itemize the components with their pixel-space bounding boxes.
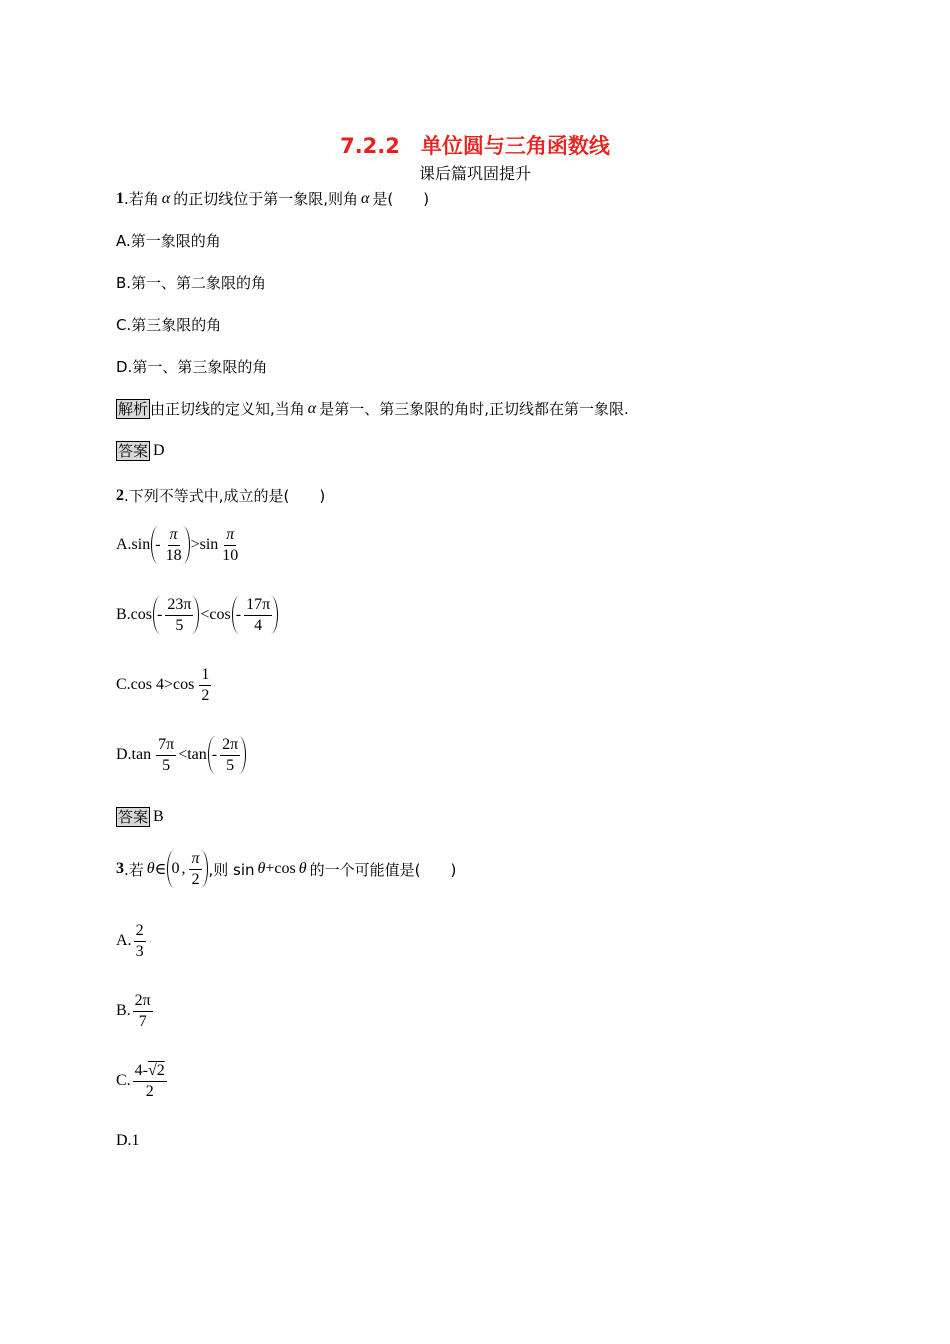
q3-option-d: D.1 [116, 1132, 140, 1149]
q3-option-a: A. $\frac{2}{3}$ [116, 922, 144, 960]
q2-option-b: B.cos - $\frac{23\pi}{5}$ <cos - $\frac{17\pi}{4}$ [116, 596, 279, 634]
answer-label: 答案 [118, 808, 149, 826]
q2-option-c: C.cos 4>cos $\frac{1}{2}$ [116, 666, 210, 704]
q2-stem: 2 .下列不等式中,成立的是( ) [116, 486, 326, 505]
q1-number: 1 [116, 189, 124, 207]
q1-answer: 答案 D [118, 442, 165, 460]
q3-option-c: C. $\frac{4-√2}{2}$ [116, 1062, 165, 1100]
q2-number: 2 [116, 486, 124, 504]
radical: √2 [148, 1062, 165, 1079]
q2-option-d: D.tan $\frac{7\pi}{5}$ <tan - $\frac{2\pi}{5}$ [116, 736, 247, 774]
q2-option-a: A.sin - $\frac{\pi}{18}$ >sin $\frac{\pi}{10}$ [116, 526, 239, 564]
analysis-label: 解析 [118, 399, 149, 418]
q1-option-b: B.第一、第二象限的角 [116, 274, 267, 292]
q3-option-b: B. $\frac{2\pi}{7}$ [116, 992, 151, 1030]
q1-analysis: 解析 由正切线的定义知,当角 α 是第一、第三象限的角时,正切线都在第一象限. [118, 399, 629, 418]
page-title: 7.2.2 单位圆与三角函数线 [340, 134, 610, 158]
q1-option-a: A.第一象限的角 [116, 232, 221, 250]
q3-stem: 3 .若 θ ∈ 0 , $\frac{\pi}{2}$ ,则 sin θ +cos θ 的一个可能值是( ) [116, 850, 457, 888]
answer-label: 答案 [118, 442, 149, 460]
q3-number: 3 [116, 860, 124, 878]
q1-option-c: C.第三象限的角 [116, 316, 222, 334]
page-subtitle: 课后篇巩固提升 [418, 164, 531, 183]
q1-stem: 1 .若角 α 的正切线位于第一象限,则角 α 是( ) [116, 189, 430, 208]
q2-answer: 答案 B [118, 808, 164, 826]
q1-option-d: D.第一、第三象限的角 [116, 358, 268, 376]
